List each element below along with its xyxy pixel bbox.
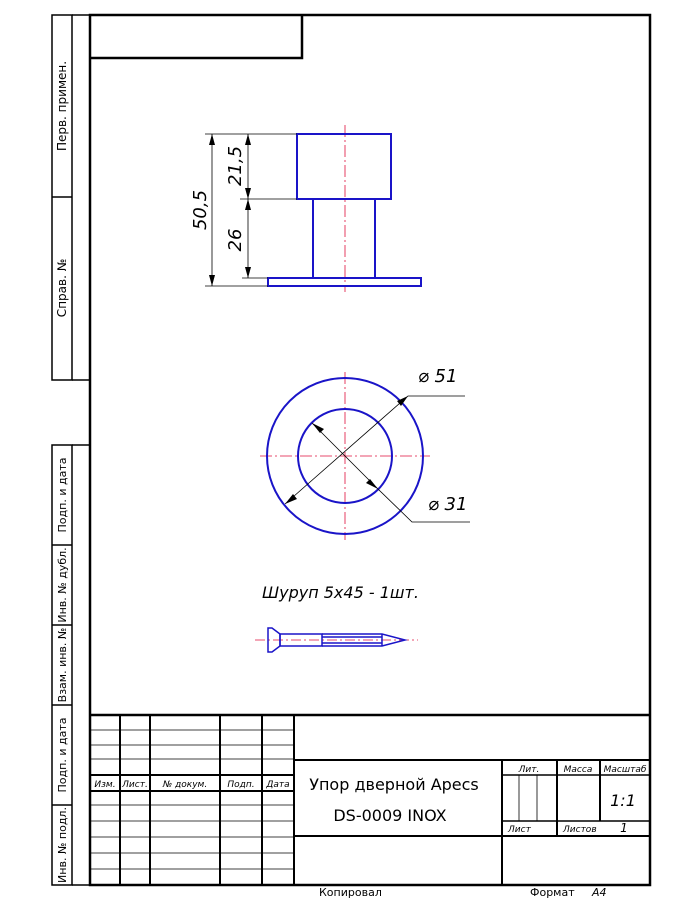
drawing-name-line2: DS-0009 INOX [333,806,447,825]
footer-format-label: Формат [530,886,575,899]
screw-drawing [255,628,418,652]
label-inv-no-dubl: Инв. № дубл. [56,547,69,623]
sheets-total-value: 1 [620,821,628,835]
col-izm: Изм. [94,780,116,790]
dim-shaft-height: 26 [225,228,246,252]
label-sprav-no: Справ. № [55,258,69,318]
col-podp: Подп. [227,780,255,790]
title-block [90,715,650,885]
col-data: Дата [266,780,290,790]
col-masshtab: Масштаб [603,765,647,775]
col-sheet: Лист [508,825,531,835]
footer-format-value: А4 [592,886,607,899]
col-list: Лист. [122,780,148,790]
stop-outline [268,134,421,286]
scale-value: 1:1 [610,791,636,810]
label-perv-primen: Перв. примен. [55,60,69,152]
label-podp-data-1: Подп. и дата [56,457,69,533]
drawing-name-line1: Упор дверной Apecs [309,775,479,794]
col-sheets-total: Листов [563,825,597,835]
dim-total-height: 50,5 [190,189,211,231]
col-lit: Лит. [518,765,540,775]
dim-inner-diameter: ⌀ 31 [428,494,468,515]
screw-note: Шуруп 5х45 - 1шт. [262,583,419,602]
sheet-frame [52,15,650,885]
top-view [260,366,470,540]
footer-copied: Копировал [319,886,382,899]
label-podp-data-2: Подп. и дата [56,717,69,793]
col-massa: Масса [563,765,593,775]
dim-head-height: 21,5 [225,145,246,187]
front-view [190,125,421,292]
label-inv-no-podl: Инв. № подл. [56,807,69,883]
col-dokum: № докум. [162,780,208,790]
dim-outer-diameter: ⌀ 51 [418,366,458,387]
label-vzam-inv-no: Взам. инв. № [56,627,69,703]
side-labels [55,61,69,883]
footer [319,886,607,899]
